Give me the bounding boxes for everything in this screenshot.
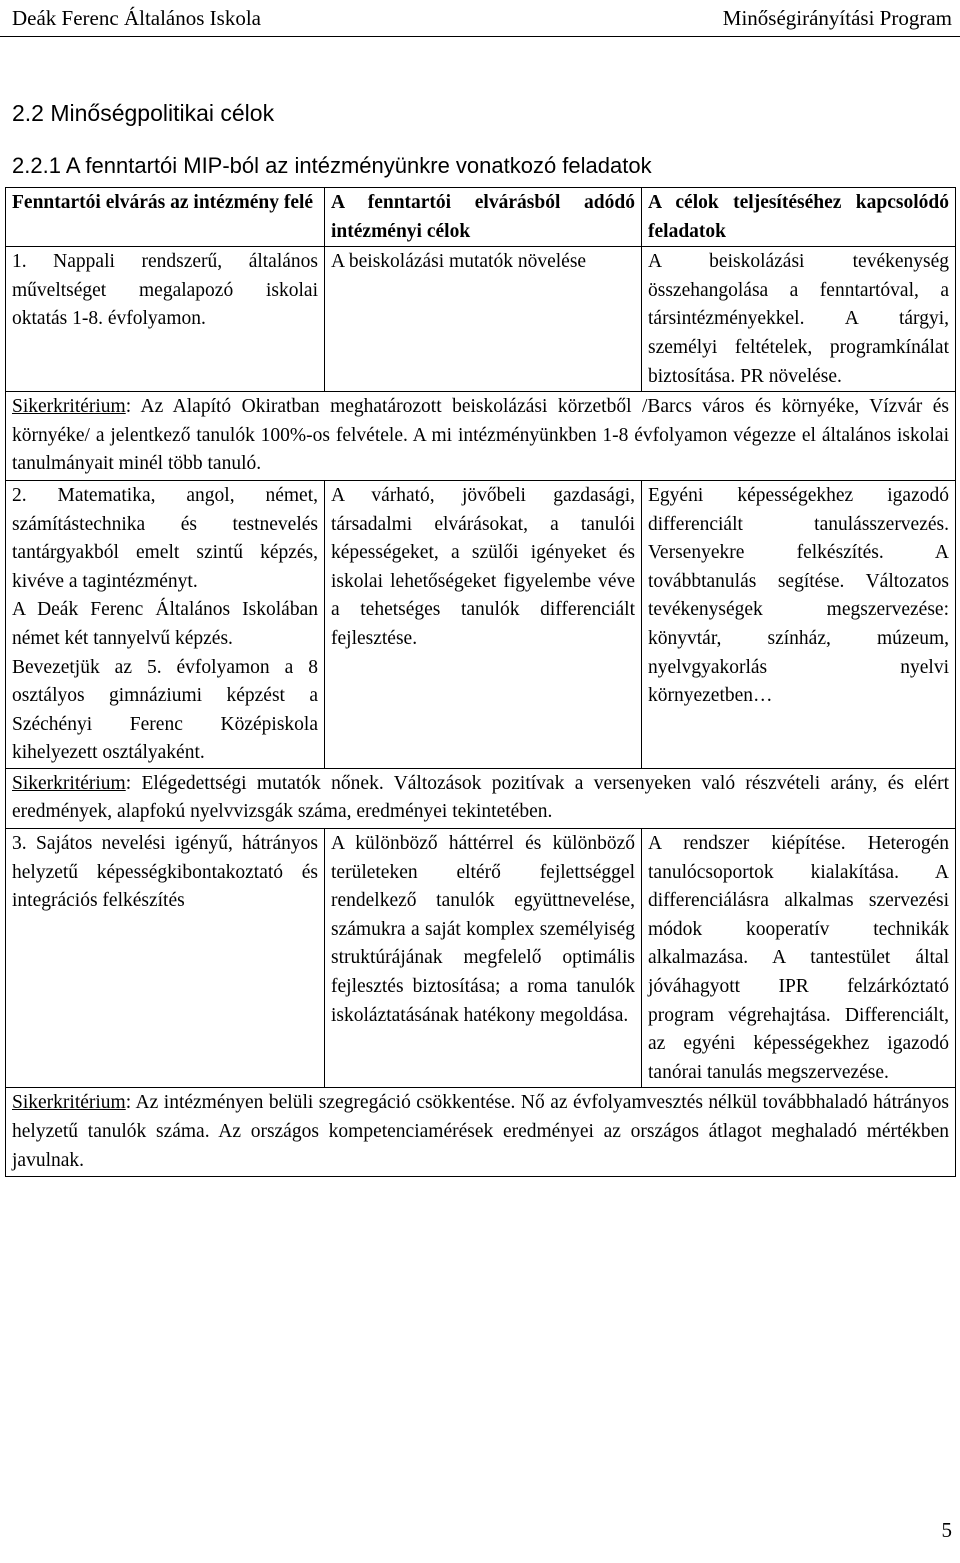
page-header	[0, 0, 960, 37]
page-number: 5	[941, 1518, 952, 1542]
goal-cell: A várható, jövőbeli gazdasági, társadalmi elvárásokat, a tanulói képességeket, a szülői igényeket és iskolai lehetőségeket figyelembe véve a tehetséges tanulók differenciált fejlesztése.	[325, 480, 642, 768]
goal-cell: A beiskolázási mutatók növelése	[325, 247, 642, 392]
table-row	[6, 829, 956, 1088]
table-header-row	[6, 188, 956, 247]
tasks-cell: A beiskolázási tevékenység összehangolása a fenntartóval, a társintézményekkel. A tárgyi, személyi feltételek, programkínálat biztosítása. PR növelése.	[642, 247, 956, 392]
goals-table	[5, 187, 956, 1177]
success-criterion-cell	[6, 392, 956, 481]
criterion-label: Sikerkritérium	[12, 1092, 126, 1114]
expectation-paragraph: A Deák Ferenc Általános Iskolában német két tannyelvű képzés.	[12, 599, 318, 649]
criterion-text: : Az intézményen belüli szegregáció csökkentése. Nő az évfolyamvesztés nélkül továbbhaladó hátrányos helyzetű tanulók száma. Az országos kompetenciamérések eredményei az országos átlagot meghaladó mértékben javulnak.	[12, 1092, 949, 1171]
success-criterion-cell	[6, 768, 956, 828]
expectation-cell	[6, 480, 325, 768]
table-row	[6, 480, 956, 768]
document-title: Minőségirányítási Program	[722, 6, 952, 30]
criterion-label: Sikerkritérium	[12, 396, 126, 418]
criterion-row	[6, 1088, 956, 1177]
section-heading: 2.2 Minőségpolitikai célok	[12, 100, 275, 126]
subsection-heading: 2.2.1 A fenntartói MIP-ból az intézményünkre vonatkozó feladatok	[12, 153, 652, 178]
table-row	[6, 247, 956, 392]
column-header: A fenntartói elvárásból adódó intézményi célok	[325, 188, 642, 247]
tasks-cell: A rendszer kiépítése. Heterogén tanulócsoportok kialakítása. A differenciálásra alkalmas szervezési módok kooperatív technikák alkalmazása. A tantestület által jóváhagyott IPR felzárkóztató program végrehajtása. Differenciált, az egyéni képességekhez igazodó tanórai tanulás megszervezése.	[642, 829, 956, 1088]
column-header: A célok teljesítéséhez kapcsolódó feladatok	[642, 188, 956, 247]
expectation-paragraph: 2. Matematika, angol, német, számítástechnika és testnevelés tantárgyakból emelt szintű képzés, kivéve a tagintézményt.	[12, 484, 318, 592]
expectation-paragraph: Bevezetjük az 5. évfolyamon a 8 osztályos gimnáziumi képzést a Széchényi Ferenc Középiskola kihelyezett osztályaként.	[12, 656, 318, 764]
criterion-row	[6, 392, 956, 481]
success-criterion-cell	[6, 1088, 956, 1177]
criterion-text: : Elégedettségi mutatók nőnek. Változások pozitívak a versenyeken való részvételi arány, és elért eredmények, alapfokú nyelvvizsgák száma, eredményei tekintetében.	[12, 772, 949, 823]
expectation-cell: 3. Sajátos nevelési igényű, hátrányos helyzetű képességkibontakoztató és integrációs felkészítés	[6, 829, 325, 1088]
expectation-cell: 1. Nappali rendszerű, általános műveltséget megalapozó iskolai oktatás 1-8. évfolyamon.	[6, 247, 325, 392]
criterion-row	[6, 768, 956, 828]
goal-cell: A különböző háttérrel és különböző területeken eltérő fejlettséggel rendelkező tanulók együttnevelése, számukra a saját komplex személyiség struktúrájának megfelelő optimális fejlesztés biztosítása; a roma tanulók iskoláztatásának hatékony megoldása.	[325, 829, 642, 1088]
school-name: Deák Ferenc Általános Iskola	[12, 6, 261, 30]
tasks-cell: Egyéni képességekhez igazodó differenciált tanulásszervezés. Versenyekre felkészítés. A továbbtanulás segítése. Változatos tevékenységek megszervezése: könyvtár, színház, múzeum, nyelvgyakorlás nyelvi környezetben…	[642, 480, 956, 768]
column-header: Fenntartói elvárás az intézmény felé	[6, 188, 325, 247]
criterion-text: : Az Alapító Okiratban meghatározott beiskolázási körzetből /Barcs város és környéke, Vízvár és környéke/ a jelentkező tanulók 100%-os felvétele. A mi intézményünkben 1-8 évfolyamon végezze el általános iskolai tanulmányait minél több tanuló.	[12, 396, 949, 475]
criterion-label: Sikerkritérium	[12, 772, 126, 794]
